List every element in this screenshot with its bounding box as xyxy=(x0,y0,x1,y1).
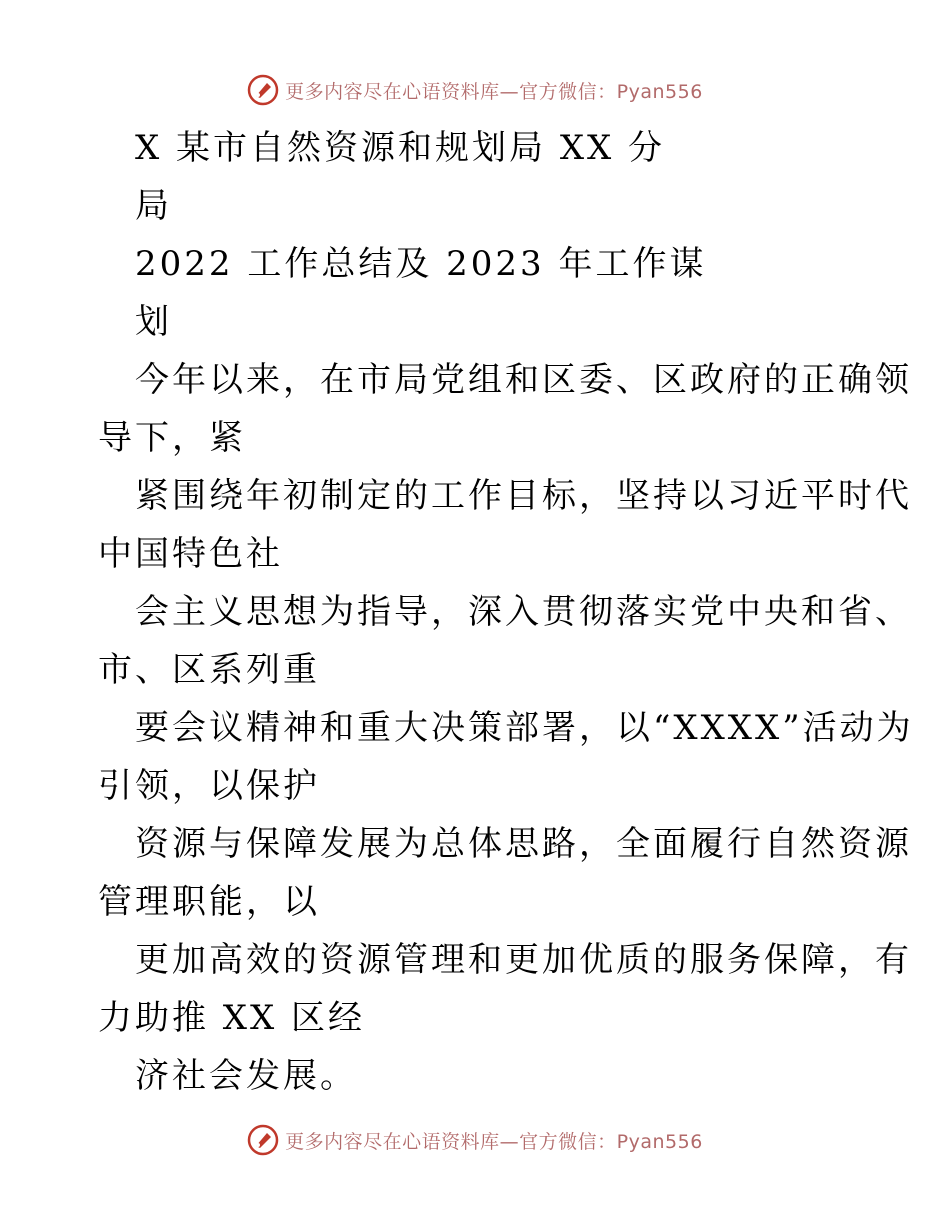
paragraph-line: 中国特色社 xyxy=(98,534,283,574)
paragraph-line: 管理职能，以 xyxy=(98,882,320,922)
paragraph-line: 市、区系列重 xyxy=(98,650,320,690)
footer-watermark-text: 更多内容尽在心语资料库—官方微信：Pyan556 xyxy=(285,1130,703,1153)
title-line-4: 划 xyxy=(135,302,172,342)
paragraph-line: 导下，紧 xyxy=(98,418,246,458)
paragraph-line: 要会议精神和重大决策部署，以“XXXX”活动为 xyxy=(135,708,914,748)
header-watermark-banner xyxy=(0,70,950,110)
title-line-3: 2022 工作总结及 2023 年工作谋 xyxy=(135,244,707,284)
header-watermark-text: 更多内容尽在心语资料库—官方微信：Pyan556 xyxy=(285,80,703,103)
pen-nib-logo-icon xyxy=(247,1124,279,1156)
pen-nib-logo-icon xyxy=(247,74,279,106)
paragraph-line: 力助推 XX 区经 xyxy=(98,998,366,1038)
title-line-1: X 某市自然资源和规划局 XX 分 xyxy=(135,128,666,168)
paragraph-line: 紧围绕年初制定的工作目标，坚持以习近平时代 xyxy=(135,476,912,516)
footer-watermark-banner xyxy=(0,1120,950,1160)
paragraph-line: 引领，以保护 xyxy=(98,766,320,806)
paragraph-line: 会主义思想为指导，深入贯彻落实党中央和省、 xyxy=(135,592,912,632)
paragraph-line: 今年以来，在市局党组和区委、区政府的正确领 xyxy=(135,360,912,400)
paragraph-line: 资源与保障发展为总体思路，全面履行自然资源 xyxy=(135,824,912,864)
paragraph-line: 济社会发展。 xyxy=(135,1056,357,1096)
paragraph-line: 更加高效的资源管理和更加优质的服务保障，有 xyxy=(135,940,912,980)
title-line-2: 局 xyxy=(135,186,172,226)
